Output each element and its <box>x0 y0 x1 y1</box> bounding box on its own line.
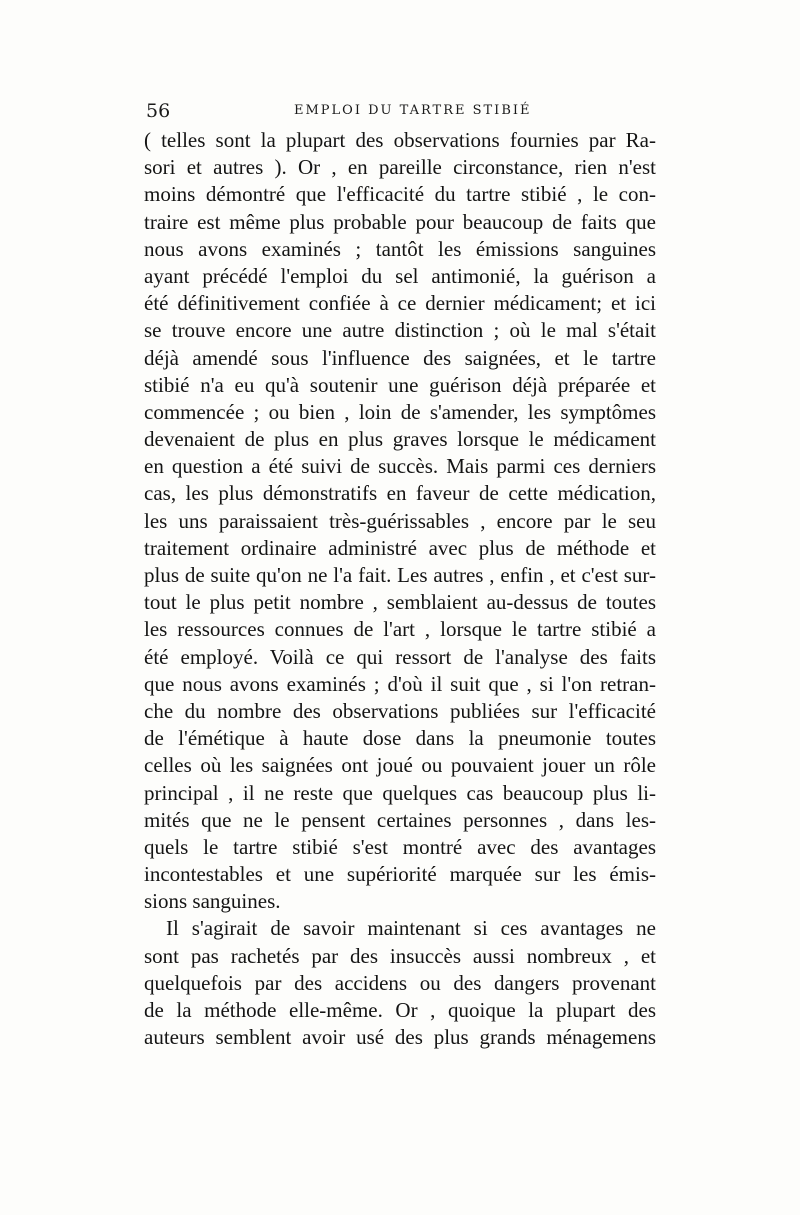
text-line: de l'émétique à haute dose dans la pneumonie toutes <box>144 726 656 751</box>
text-line: sori et autres ). Or , en pareille circonstance, rien n'est <box>144 155 656 180</box>
text-line: de la méthode elle-même. Or , quoique la plupart des <box>144 998 656 1022</box>
text-line: quelquefois par des accidens ou des dangers provenant <box>144 970 656 995</box>
text-line: cas, les plus démonstratifs en faveur de cette médication, <box>144 481 656 506</box>
text-line: ( telles sont la plupart des observations fournies par Ra- <box>144 128 656 152</box>
text-line: été définitivement confiée à ce dernier médicament; et ici <box>144 291 656 316</box>
text-line: commencée ; ou bien , loin de s'amender, les symptômes <box>144 399 656 424</box>
text-line: che du nombre des observations publiées sur l'efficacité <box>144 698 656 723</box>
text-line: mités que ne le pensent certaines personnes , dans les- <box>144 807 656 832</box>
page-header <box>146 100 656 126</box>
text-line: déjà amendé sous l'influence des saignées, et le tartre <box>144 345 656 370</box>
body-text <box>144 127 656 1051</box>
text-line: traire est même plus probable pour beaucoup de faits que <box>144 209 656 234</box>
text-line: se trouve encore une autre distinction ; où le mal s'était <box>144 318 656 343</box>
text-line: plus de suite qu'on ne l'a fait. Les autres , enfin , et c'est sur- <box>144 563 656 587</box>
running-title: EMPLOI DU TARTRE STIBIÉ <box>294 103 532 118</box>
page-number: 56 <box>146 100 171 122</box>
text-line: les uns paraissaient très-guérissables , encore par le seu <box>144 508 656 533</box>
text-line: principal , il ne reste que quelques cas beaucoup plus li- <box>144 780 656 805</box>
text-line: nous avons examinés ; tantôt les émissions sanguines <box>144 236 656 261</box>
text-line: Il s'agirait de savoir maintenant si ces avantages ne <box>166 916 656 941</box>
text-line: sont pas rachetés par des insuccès aussi nombreux , et <box>144 943 656 968</box>
text-line: incontestables et une supériorité marquée sur les émis- <box>144 862 656 887</box>
text-line: les ressources connues de l'art , lorsque le tartre stibié a <box>144 617 656 642</box>
text-line: auteurs semblent avoir usé des plus grands ménagemens <box>144 1025 656 1050</box>
text-line: ayant précédé l'emploi du sel antimonié, la guérison a <box>144 263 656 288</box>
text-line: été employé. Voilà ce qui ressort de l'analyse des faits <box>144 644 656 669</box>
text-line: moins démontré que l'efficacité du tartre stibié , le con- <box>144 182 656 207</box>
text-line: que nous avons examinés ; d'où il suit que , si l'on retran- <box>144 671 656 696</box>
text-line: tout le plus petit nombre , semblaient au-dessus de toutes <box>144 590 656 615</box>
text-line: stibié n'a eu qu'à soutenir une guérison déjà préparée et <box>144 372 656 397</box>
text-line: en question a été suivi de succès. Mais parmi ces derniers <box>144 454 656 479</box>
text-line: devenaient de plus en plus graves lorsque le médicament <box>144 427 656 452</box>
text-line: quels le tartre stibié s'est montré avec des avantages <box>144 834 656 859</box>
text-line: sions sanguines. <box>144 889 281 914</box>
text-line: celles où les saignées ont joué ou pouvaient jouer un rôle <box>144 753 656 778</box>
text-line: traitement ordinaire administré avec plus de méthode et <box>144 535 656 560</box>
